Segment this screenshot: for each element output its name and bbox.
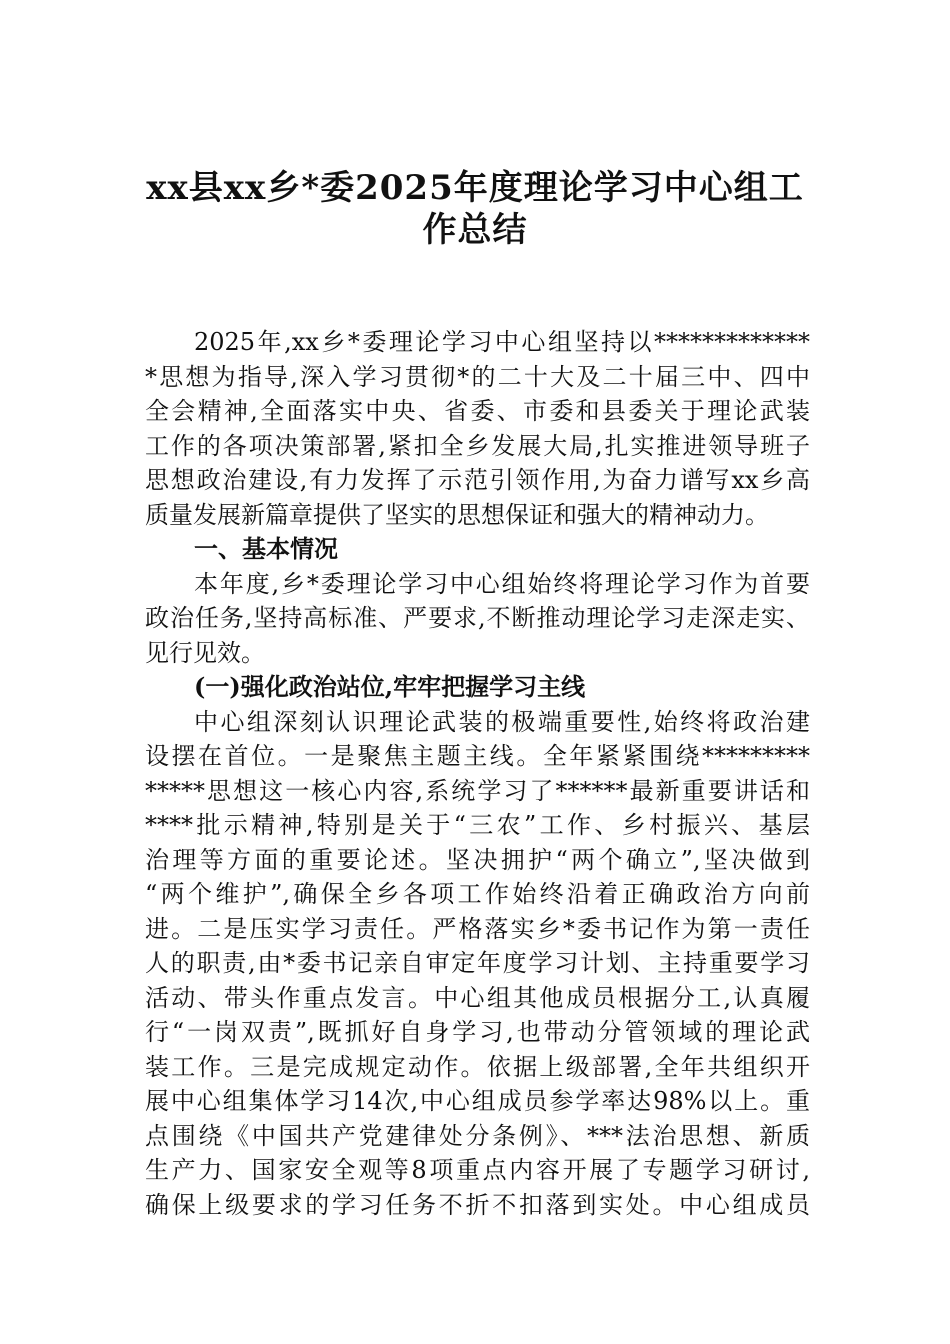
body-line: 治理等方面的重要论述。坚决拥护“两个确立”,坚决做到 (145, 845, 810, 874)
body-line: ****批示精神,特别是关于“三农”工作、乡村振兴、基层 (145, 811, 810, 839)
subsection-heading: (一)强化政治站位,牢牢把握学习主线 (194, 672, 586, 701)
body-line: 行“一岗双责”,既抓好自身学习,也带动分管领域的理论武 (145, 1018, 810, 1046)
body-line: 本年度,乡*委理论学习中心组始终将理论学习作为首要 (194, 569, 810, 598)
body-line: 点围绕《中国共产党建律处分条例》、***法治思想、新质 (145, 1121, 810, 1150)
body-line: 思想政治建设,有力发挥了示范引领作用,为奋力谱写xx乡高 (145, 466, 810, 494)
body-line: “两个维护”,确保全乡各项工作始终沿着正确政治方向前 (145, 880, 810, 908)
body-line: 全会精神,全面落实中央、省委、市委和县委关于理论武装 (145, 397, 810, 425)
body-line: 见行见效。 (145, 638, 265, 667)
body-line: 进。二是压实学习责任。严格落实乡*委书记作为第一责任 (145, 914, 810, 943)
body-line: 人的职责,由*委书记亲自审定年度学习计划、主持重要学习 (145, 949, 810, 977)
body-line: *****思想这一核心内容,系统学习了******最新重要讲话和 (145, 776, 810, 805)
body-line: 政治任务,坚持高标准、严要求,不断推动理论学习走深走实、 (145, 604, 810, 632)
section-heading: 一、基本情况 (194, 535, 338, 563)
body-line: 中心组深刻认识理论武装的极端重要性,始终将政治建 (194, 707, 810, 736)
body-line: 生产力、国家安全观等8项重点内容开展了专题学习研讨, (145, 1156, 810, 1184)
body-line: *思想为指导,深入学习贯彻*的二十大及二十届三中、四中 (145, 362, 810, 391)
document-title-line-1: xx县xx乡*委2025年度理论学习中心组工 (146, 168, 804, 208)
body-line: 工作的各项决策部署,紧扣全乡发展大局,扎实推进领导班子 (145, 431, 810, 460)
body-line: 设摆在首位。一是聚焦主题主线。全年紧紧围绕********* (145, 742, 810, 770)
body-line: 质量发展新篇章提供了坚实的思想保证和强大的精神动力。 (145, 500, 769, 529)
body-line: 活动、带头作重点发言。中心组其他成员根据分工,认真履 (145, 983, 810, 1012)
body-line: 装工作。三是完成规定动作。依据上级部署,全年共组织开 (145, 1052, 810, 1081)
document-body (145, 325, 810, 1222)
document-title-line-2: 作总结 (422, 210, 528, 250)
body-line: 2025年,xx乡*委理论学习中心组坚持以************* (194, 328, 810, 356)
body-line: 展中心组集体学习14次,中心组成员参学率达98%以上。重 (145, 1087, 810, 1115)
body-line: 确保上级要求的学习任务不折不扣落到实处。中心组成员 (145, 1190, 810, 1219)
